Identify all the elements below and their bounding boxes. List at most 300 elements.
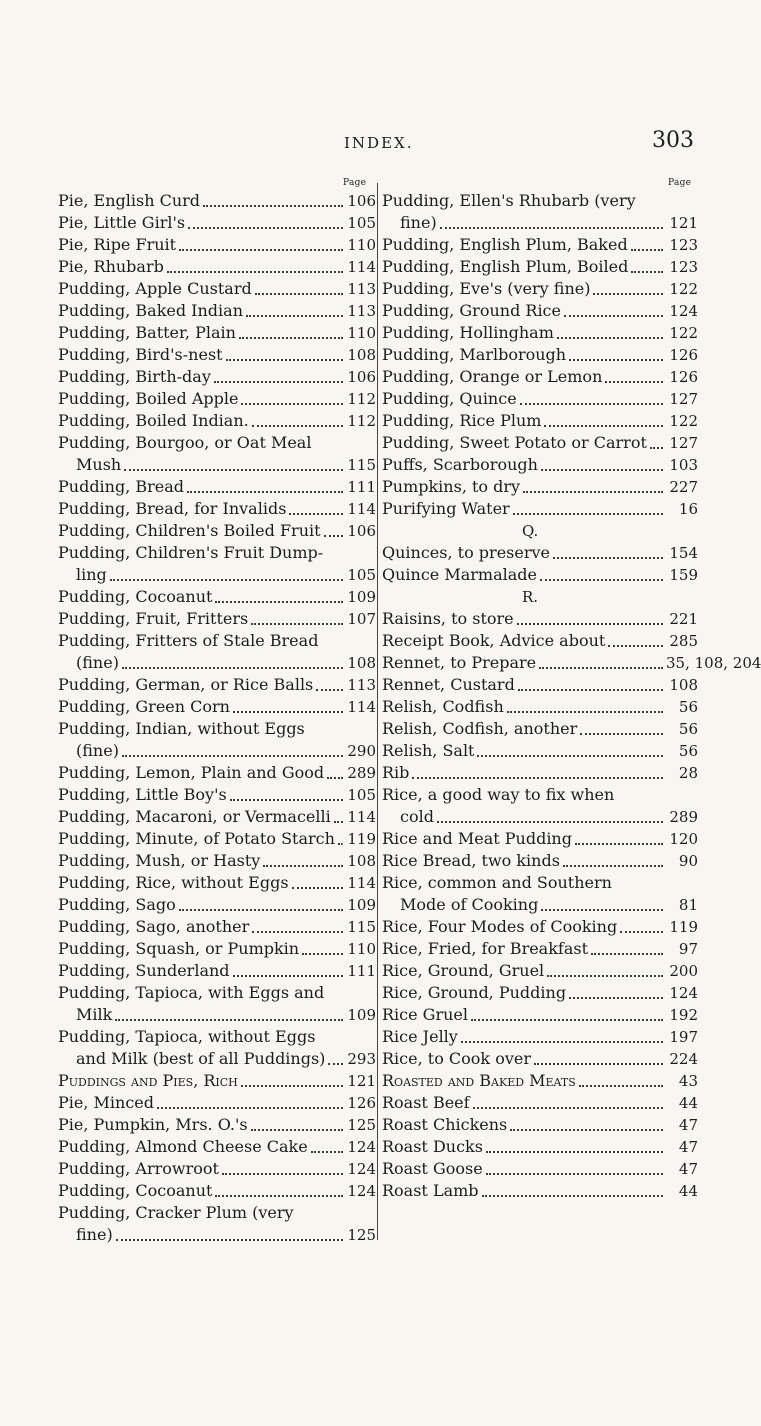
dot-leader — [324, 535, 343, 537]
dot-leader — [222, 1173, 343, 1175]
dot-leader — [334, 821, 343, 823]
index-entry-text: Pie, English Curd — [58, 191, 201, 210]
index-entry-text: Pie, Little Girl's — [58, 213, 186, 232]
index-entry-text: Rice and Meat Pudding — [382, 829, 572, 848]
index-entry — [58, 300, 376, 322]
index-entry-page: 16 — [678, 500, 698, 518]
index-entry — [382, 1136, 698, 1158]
dot-leader — [328, 1063, 343, 1065]
dot-leader — [289, 513, 343, 515]
index-entry-text: Pudding, Orange or Lemon — [382, 367, 603, 386]
dot-leader — [122, 755, 343, 757]
index-entry-text: Pudding, Green Corn — [58, 697, 230, 716]
index-entry-text: Pudding, Rice, without Eggs — [58, 873, 289, 892]
dot-leader — [251, 1129, 343, 1131]
index-entry-page: 113 — [347, 676, 376, 694]
index-entry — [58, 916, 376, 938]
index-entry-text: Roast Goose — [382, 1159, 483, 1178]
index-entry-page: 197 — [669, 1028, 698, 1046]
index-entry-text: Pudding, Cocoanut — [58, 587, 213, 606]
index-entry — [58, 344, 376, 366]
index-entry — [382, 806, 698, 828]
dot-leader — [338, 843, 343, 845]
dot-leader — [569, 359, 663, 361]
index-entry — [58, 1004, 376, 1026]
index-entry-page: 124 — [669, 984, 698, 1002]
index-entry — [382, 190, 698, 212]
dot-leader — [179, 249, 343, 251]
dot-leader — [241, 1085, 343, 1087]
index-entry-page: 97 — [678, 940, 698, 958]
index-entry — [382, 652, 761, 674]
index-entry — [58, 212, 376, 234]
index-entry-page: 113 — [347, 280, 376, 298]
dot-leader — [115, 1019, 343, 1021]
index-entry-page: 47 — [678, 1138, 698, 1156]
dot-leader — [605, 381, 663, 383]
index-entry-text: Pudding, Ground Rice — [382, 301, 561, 320]
column-divider — [377, 183, 378, 1240]
index-entry — [382, 410, 698, 432]
index-entry — [58, 1026, 376, 1048]
index-entry-text: Pudding, Birth-day — [58, 367, 211, 386]
index-entry-text: Pudding, English Plum, Baked — [382, 235, 628, 254]
index-entry-page: 119 — [669, 918, 698, 936]
index-entry — [382, 1114, 698, 1136]
index-entry — [58, 762, 376, 784]
index-entry — [382, 960, 698, 982]
index-entry-page: 44 — [678, 1094, 698, 1112]
index-entry — [58, 542, 376, 564]
index-entry-page: 109 — [347, 588, 376, 606]
section-letter: Q. — [522, 522, 539, 540]
dot-leader — [575, 843, 663, 845]
index-entry-page: 293 — [347, 1050, 376, 1068]
dot-leader — [569, 997, 663, 999]
index-entry-text: Pudding, Cocoanut — [58, 1181, 213, 1200]
index-entry — [58, 432, 376, 454]
dot-leader — [187, 491, 343, 493]
index-entry-text: Pudding, Sunderland — [58, 961, 230, 980]
index-entry-page: 124 — [669, 302, 698, 320]
dot-leader — [563, 865, 663, 867]
dot-leader — [541, 469, 663, 471]
dot-leader — [116, 1239, 343, 1241]
dot-leader — [167, 271, 343, 273]
index-entry-page: 112 — [347, 390, 376, 408]
index-entry — [58, 1224, 376, 1246]
index-entry-page: 122 — [669, 280, 698, 298]
index-entry-text: Pudding, Squash, or Pumpkin — [58, 939, 300, 958]
dot-leader — [540, 579, 663, 581]
index-entry-page: 56 — [678, 720, 698, 738]
dot-leader — [518, 689, 663, 691]
index-entry-text: Pudding, Almond Cheese Cake — [58, 1137, 308, 1156]
index-entry — [58, 1070, 376, 1092]
index-entry-text: cold — [400, 807, 434, 826]
index-entry-text: Pudding, Mush, or Hasty — [58, 851, 261, 870]
index-entry-page: 56 — [678, 742, 698, 760]
dot-leader — [255, 293, 343, 295]
index-entry — [382, 344, 698, 366]
index-entry — [58, 564, 376, 586]
index-entry-page: 105 — [347, 786, 376, 804]
index-entry — [58, 630, 376, 652]
index-entry-text: Pudding, Arrowroot — [58, 1159, 219, 1178]
index-entry — [382, 828, 698, 850]
index-entry — [58, 1048, 376, 1070]
dot-leader — [580, 733, 663, 735]
index-entry-page: 124 — [347, 1160, 376, 1178]
dot-leader — [631, 249, 663, 251]
index-entry-page: 28 — [678, 764, 698, 782]
index-entry-text: Pudding, Eve's (very fine) — [382, 279, 591, 298]
index-entry-page: 121 — [669, 214, 698, 232]
index-entry-text: Pudding, Tapioca, without Eggs — [58, 1027, 316, 1046]
index-entry-page: 56 — [678, 698, 698, 716]
dot-leader — [486, 1173, 663, 1175]
dot-leader — [252, 931, 343, 933]
dot-leader — [110, 579, 343, 581]
index-entry-page: 105 — [347, 214, 376, 232]
dot-leader — [215, 601, 343, 603]
index-entry-text: Quinces, to preserve — [382, 543, 550, 562]
dot-leader — [650, 447, 663, 449]
index-entry — [58, 938, 376, 960]
index-entry-page: 123 — [669, 236, 698, 254]
dot-leader — [510, 1129, 663, 1131]
dot-leader — [214, 381, 343, 383]
index-entry-page: 107 — [347, 610, 376, 628]
index-entry-page: 111 — [347, 962, 376, 980]
page-number: 303 — [652, 128, 694, 153]
index-entry-text: Pudding, Bourgoo, or Oat Meal — [58, 433, 312, 452]
index-entry — [382, 212, 698, 234]
index-entry-text: Pudding, Sago — [58, 895, 176, 914]
index-entry-text: Pudding, Cracker Plum (very — [58, 1203, 294, 1222]
index-entry-text: Mush — [76, 455, 122, 474]
index-entry-page: 221 — [669, 610, 698, 628]
index-entry — [382, 1004, 698, 1026]
index-entry — [382, 542, 698, 564]
index-entry-page: 108 — [669, 676, 698, 694]
dot-leader — [188, 227, 343, 229]
index-entry — [58, 388, 376, 410]
dot-leader — [316, 689, 343, 691]
index-entry-text: Pudding, Tapioca, with Eggs and — [58, 983, 325, 1002]
index-entry — [58, 850, 376, 872]
index-entry-text: Pie, Rhubarb — [58, 257, 164, 276]
index-entry — [382, 894, 698, 916]
index-entry-page: 103 — [669, 456, 698, 474]
index-entry — [382, 322, 698, 344]
index-entry-text: Pudding, Batter, Plain — [58, 323, 236, 342]
dot-leader — [179, 909, 343, 911]
index-entry-page: 125 — [347, 1226, 376, 1244]
index-entry — [58, 1158, 376, 1180]
left-page-column-head: Page — [343, 178, 367, 188]
index-entry — [382, 872, 698, 894]
index-entry — [382, 256, 698, 278]
index-entry-page: 47 — [678, 1160, 698, 1178]
index-entry — [382, 366, 698, 388]
index-entry-text: Pudding, Bread — [58, 477, 185, 496]
index-entry-text: (fine) — [76, 653, 119, 672]
index-entry-text: Rice, Fried, for Breakfast — [382, 939, 589, 958]
index-entry-text: Raisins, to store — [382, 609, 514, 628]
index-entry-page: 122 — [669, 324, 698, 342]
index-entry — [382, 718, 698, 740]
index-entry — [382, 564, 698, 586]
index-entry-page: 115 — [347, 456, 376, 474]
dot-leader — [520, 403, 663, 405]
index-entry-text: Rice, common and Southern — [382, 873, 612, 892]
dot-leader — [591, 953, 663, 955]
index-entry-page: 159 — [669, 566, 698, 584]
index-entry — [58, 1202, 376, 1224]
index-entry-text: Receipt Book, Advice about — [382, 631, 606, 650]
index-entry-text: fine) — [76, 1225, 113, 1244]
index-entry — [58, 828, 376, 850]
index-entry-text: Pudding, Quince — [382, 389, 517, 408]
dot-leader — [437, 821, 663, 823]
index-entry — [58, 520, 376, 542]
index-entry-page: 126 — [347, 1094, 376, 1112]
index-entry-text: Pudding, Indian, without Eggs — [58, 719, 305, 738]
index-entry-text: Quince Marmalade — [382, 565, 538, 584]
index-entry — [382, 938, 698, 960]
index-entry — [382, 608, 698, 630]
dot-leader — [122, 667, 343, 669]
dot-leader — [477, 755, 663, 757]
index-entry-text: Roast Ducks — [382, 1137, 483, 1156]
index-entry — [58, 806, 376, 828]
index-entry-text: Rib — [382, 763, 410, 782]
dot-leader — [593, 293, 663, 295]
index-entry-text: Pudding, Children's Boiled Fruit — [58, 521, 321, 540]
dot-leader — [517, 623, 663, 625]
dot-leader — [327, 777, 343, 779]
index-entry — [382, 674, 698, 696]
index-entry — [58, 410, 376, 432]
index-entry — [382, 278, 698, 300]
right-page-column-head: Page — [668, 178, 692, 188]
dot-leader — [631, 271, 663, 273]
index-entry-page: 114 — [347, 874, 376, 892]
index-entry-text: Roasted and Baked Meats — [382, 1071, 576, 1090]
index-entry-text: Puddings and Pies, Rich — [58, 1071, 238, 1090]
index-entry-page: 289 — [669, 808, 698, 826]
index-entry — [58, 872, 376, 894]
index-entry-page: 224 — [669, 1050, 698, 1068]
dot-leader — [246, 315, 343, 317]
dot-leader — [557, 337, 663, 339]
index-entry — [382, 476, 698, 498]
index-entry-page: 122 — [669, 412, 698, 430]
index-entry — [382, 740, 698, 762]
index-entry — [382, 432, 698, 454]
index-entry-text: Rice, Ground, Gruel — [382, 961, 545, 980]
index-entry-text: Pudding, Minute, of Potato Starch — [58, 829, 335, 848]
dot-leader — [263, 865, 343, 867]
index-entry-page: 127 — [669, 434, 698, 452]
index-entry-text: Puffs, Scarborough — [382, 455, 538, 474]
index-entry-text: Pudding, Apple Custard — [58, 279, 252, 298]
index-entry — [58, 652, 376, 674]
index-entry — [58, 608, 376, 630]
index-entry-text: Pie, Ripe Fruit — [58, 235, 177, 254]
index-entry-page: 114 — [347, 500, 376, 518]
index-entry — [58, 454, 376, 476]
index-entry — [58, 740, 376, 762]
dot-leader — [251, 623, 343, 625]
index-entry — [382, 234, 698, 256]
index-entry-text: Roast Beef — [382, 1093, 470, 1112]
index-entry-text: Pudding, Ellen's Rhubarb (very — [382, 191, 636, 210]
index-entry — [58, 322, 376, 344]
dot-leader — [440, 227, 663, 229]
dot-leader — [620, 931, 663, 933]
index-entry-page: 125 — [347, 1116, 376, 1134]
index-entry — [382, 1026, 698, 1048]
dot-leader — [523, 491, 663, 493]
index-entry-text: Rice, Four Modes of Cooking — [382, 917, 618, 936]
index-entry-page: 90 — [678, 852, 698, 870]
index-entry-page: 285 — [669, 632, 698, 650]
dot-leader — [233, 975, 343, 977]
index-entry — [382, 1070, 698, 1092]
dot-leader — [252, 425, 343, 427]
index-entry-page: 124 — [347, 1138, 376, 1156]
dot-leader — [473, 1107, 663, 1109]
index-entry — [58, 982, 376, 1004]
index-entry-page: 81 — [678, 896, 698, 914]
dot-leader — [412, 777, 663, 779]
index-entry-text: Pudding, Boiled Apple — [58, 389, 239, 408]
index-entry-page: 124 — [347, 1182, 376, 1200]
index-entry-page: 108 — [347, 346, 376, 364]
index-entry-page: 114 — [347, 808, 376, 826]
index-entry-page: 108 — [347, 852, 376, 870]
index-entry-text: Pudding, Fruit, Fritters — [58, 609, 249, 628]
index-entry — [382, 388, 698, 410]
index-entry-text: Rice, a good way to fix when — [382, 785, 615, 804]
index-entry — [382, 1048, 698, 1070]
index-entry-page: 35, 108, 204 — [666, 654, 761, 672]
index-entry-text: Pudding, Bread, for Invalids — [58, 499, 287, 518]
index-entry-page: 126 — [669, 346, 698, 364]
index-entry-text: Pudding, Fritters of Stale Bread — [58, 631, 319, 650]
index-entry-text: Relish, Salt — [382, 741, 475, 760]
index-entry — [58, 1136, 376, 1158]
dot-leader — [226, 359, 343, 361]
index-entry-page: 114 — [347, 258, 376, 276]
dot-leader — [553, 557, 663, 559]
index-entry-text: Pudding, Sago, another — [58, 917, 250, 936]
index-entry — [382, 762, 698, 784]
index-entry — [58, 586, 376, 608]
index-entry — [58, 190, 376, 212]
index-entry-text: Pumpkins, to dry — [382, 477, 521, 496]
index-entry-text: Pudding, Baked Indian — [58, 301, 244, 320]
index-entry — [382, 696, 698, 718]
index-entry-page: 105 — [347, 566, 376, 584]
dot-leader — [230, 799, 343, 801]
index-entry-page: 290 — [347, 742, 376, 760]
index-entry-text: Pudding, Hollingham — [382, 323, 554, 342]
dot-leader — [534, 1063, 663, 1065]
index-entry-page: 121 — [347, 1072, 376, 1090]
index-entry-page: 192 — [669, 1006, 698, 1024]
dot-leader — [507, 711, 663, 713]
dot-leader — [544, 425, 663, 427]
dot-leader — [233, 711, 343, 713]
index-entry-page: 200 — [669, 962, 698, 980]
index-entry — [58, 278, 376, 300]
index-entry-page: 47 — [678, 1116, 698, 1134]
index-entry-text: Pie, Pumpkin, Mrs. O.'s — [58, 1115, 248, 1134]
index-entry-text: Relish, Codfish — [382, 697, 504, 716]
index-entry-page: 44 — [678, 1182, 698, 1200]
index-entry-text: Pudding, Boiled Indian. — [58, 411, 249, 430]
dot-leader — [302, 953, 343, 955]
index-entry — [58, 1180, 376, 1202]
dot-leader — [292, 887, 343, 889]
running-head: INDEX. — [344, 134, 414, 152]
index-entry-page: 123 — [669, 258, 698, 276]
index-entry-page: 109 — [347, 896, 376, 914]
index-entry-text: Pie, Minced — [58, 1093, 154, 1112]
index-entry — [382, 784, 698, 806]
dot-leader — [311, 1151, 343, 1153]
dot-leader — [486, 1151, 663, 1153]
index-entry-text: ling — [76, 565, 107, 584]
index-entry — [382, 850, 698, 872]
index-entry-text: Milk — [76, 1005, 113, 1024]
index-entry-page: 113 — [347, 302, 376, 320]
index-entry-text: fine) — [400, 213, 437, 232]
index-entry — [58, 894, 376, 916]
index-entry-text: Pudding, Rice Plum — [382, 411, 542, 430]
index-entry-page: 111 — [347, 478, 376, 496]
index-entry-page: 127 — [669, 390, 698, 408]
index-entry-text: (fine) — [76, 741, 119, 760]
index-entry-text: Pudding, Macaroni, or Vermacelli — [58, 807, 331, 826]
index-entry-text: Rennet, Custard — [382, 675, 515, 694]
index-entry — [58, 476, 376, 498]
index-entry-text: Rice, to Cook over — [382, 1049, 531, 1068]
index-entry — [382, 1180, 698, 1202]
index-entry-page: 289 — [347, 764, 376, 782]
index-entry-page: 126 — [669, 368, 698, 386]
dot-leader — [579, 1085, 663, 1087]
index-entry — [382, 1092, 698, 1114]
dot-leader — [215, 1195, 343, 1197]
dot-leader — [539, 667, 663, 669]
dot-leader — [541, 909, 663, 911]
index-entry — [382, 982, 698, 1004]
index-entry — [58, 674, 376, 696]
index-entry-page: 120 — [669, 830, 698, 848]
index-entry — [382, 498, 698, 520]
dot-leader — [513, 513, 663, 515]
index-entry-page: 43 — [678, 1072, 698, 1090]
index-entry-text: Pudding, Sweet Potato or Carrot — [382, 433, 647, 452]
index-entry-text: Rice Bread, two kinds — [382, 851, 560, 870]
index-entry-page: 109 — [347, 1006, 376, 1024]
dot-leader — [241, 403, 343, 405]
index-entry-text: Rice Jelly — [382, 1027, 458, 1046]
